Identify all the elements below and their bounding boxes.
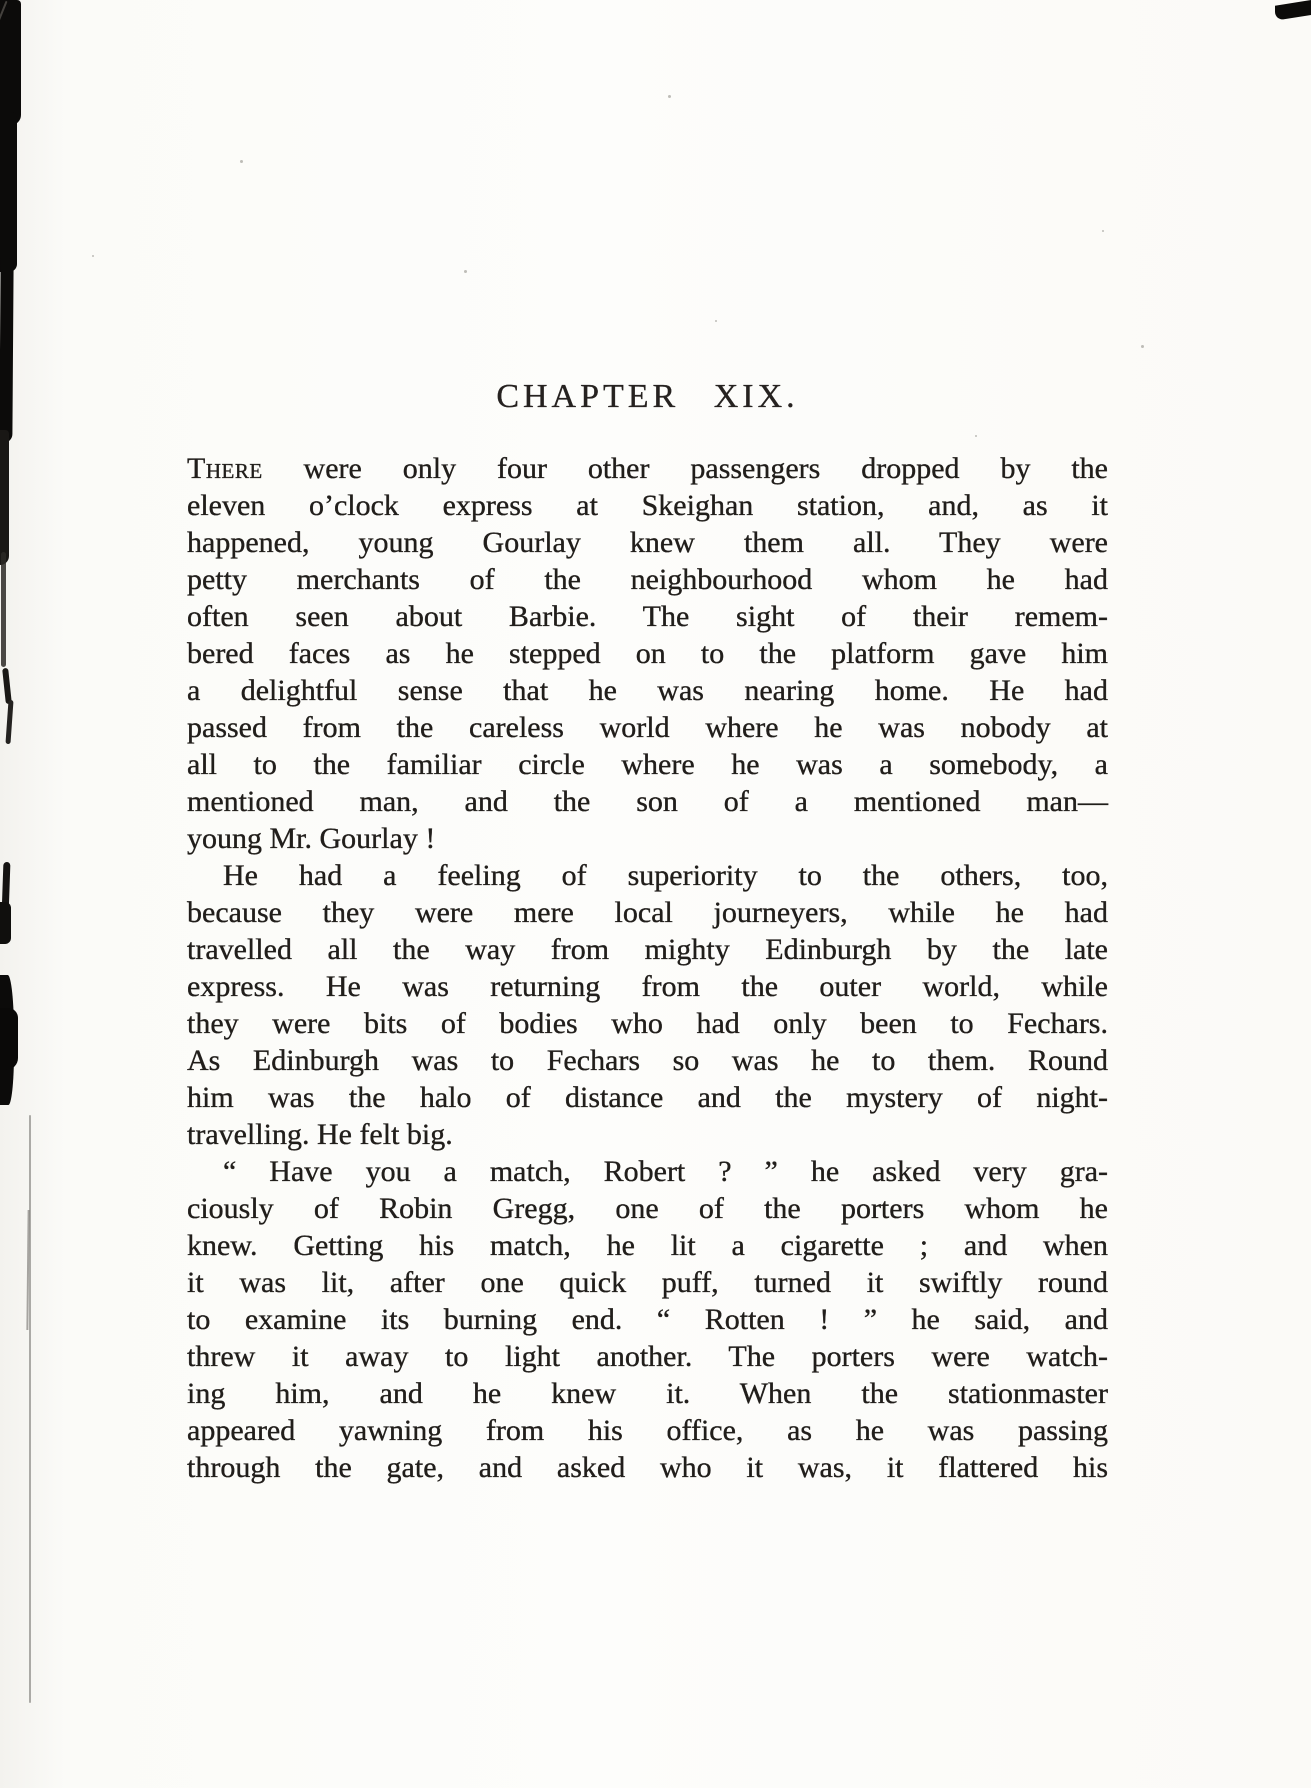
text-line: eleven o’clock express at Skeighan station, and, as it: [187, 489, 1108, 522]
scan-artifact-left-bar: [0, 112, 17, 272]
text-line: [187, 450, 1108, 487]
text-line: He had a feeling of superiority to the others, too,: [223, 859, 1108, 892]
scan-artifact-mark: [5, 700, 13, 744]
text-line: threw it away to light another. The porters were watch-: [187, 1340, 1108, 1373]
text-line: to examine its burning end. “ Rotten ! ” he said, and: [187, 1303, 1108, 1336]
dust-speck: [1141, 345, 1144, 348]
text-line: “ Have you a match, Robert ? ” he asked very gra-: [223, 1155, 1108, 1188]
scan-artifact-corner-wedge: [1275, 0, 1311, 21]
text-line: travelled all the way from mighty Edinburgh by the late: [187, 933, 1108, 966]
text-line: through the gate, and asked who it was, it flattered his: [187, 1451, 1108, 1484]
text-line: all to the familiar circle where he was a somebody, a: [187, 748, 1108, 781]
scan-artifact-left-bar: [0, 430, 9, 565]
text-line: As Edinburgh was to Fechars so was he to them. Round: [187, 1044, 1108, 1077]
text-line: travelling. He felt big.: [187, 1118, 453, 1151]
text-line: happened, young Gourlay knew them all. They were: [187, 526, 1108, 559]
lead-word-smallcaps: There: [187, 452, 263, 485]
text-line: appeared yawning from his office, as he was passing: [187, 1414, 1108, 1447]
dust-speck: [464, 270, 467, 273]
text-line: young Mr. Gourlay !: [187, 822, 436, 855]
scan-artifact-left-bar: [0, 258, 14, 443]
scan-artifact-left-bar-tail: [1, 552, 6, 667]
text-line: often seen about Barbie. The sight of their remem-: [187, 600, 1108, 633]
text-line: a delightful sense that he was nearing home. He had: [187, 674, 1108, 707]
text-line: bered faces as he stepped on to the platform gave him: [187, 637, 1108, 670]
text-line: him was the halo of distance and the mystery of night-: [187, 1081, 1108, 1114]
scan-artifact-hairline: [29, 1115, 31, 1703]
text-line: express. He was returning from the outer world, while: [187, 970, 1108, 1003]
dust-speck: [715, 320, 717, 322]
scan-artifact-left-bar-top: [0, 0, 21, 125]
paragraph-1: [187, 450, 1108, 857]
text-line: passed from the careless world where he was nobody at: [187, 711, 1108, 744]
scan-artifact-mark: [0, 902, 11, 944]
dust-speck: [92, 255, 94, 257]
text-line: petty merchants of the neighbourhood whom he had: [187, 563, 1108, 596]
text-line-rest: were only four other passengers dropped by the: [262, 452, 1108, 485]
paragraph-2: [187, 857, 1108, 1153]
dust-speck: [240, 160, 243, 163]
paragraph-3: [187, 1153, 1108, 1486]
text-line: they were bits of bodies who had only been to Fechars.: [187, 1007, 1108, 1040]
text-line: it was lit, after one quick puff, turned it swiftly round: [187, 1266, 1108, 1299]
text-line: knew. Getting his match, he lit a cigarette ; and when: [187, 1229, 1108, 1262]
scan-artifact-blob: [0, 1008, 18, 1070]
dust-speck: [668, 95, 671, 98]
chapter-heading: CHAPTER XIX.: [496, 378, 799, 415]
text-line: ciously of Robin Gregg, one of the porters whom he: [187, 1192, 1108, 1225]
dust-speck: [1102, 230, 1104, 232]
text-block: [187, 378, 1108, 1486]
text-line: ing him, and he knew it. When the stationmaster: [187, 1377, 1108, 1410]
scan-artifact-mark: [2, 668, 12, 704]
text-line: because they were mere local journeyers, while he had: [187, 896, 1108, 929]
text-line: mentioned man, and the son of a mentioned man—: [187, 785, 1108, 818]
